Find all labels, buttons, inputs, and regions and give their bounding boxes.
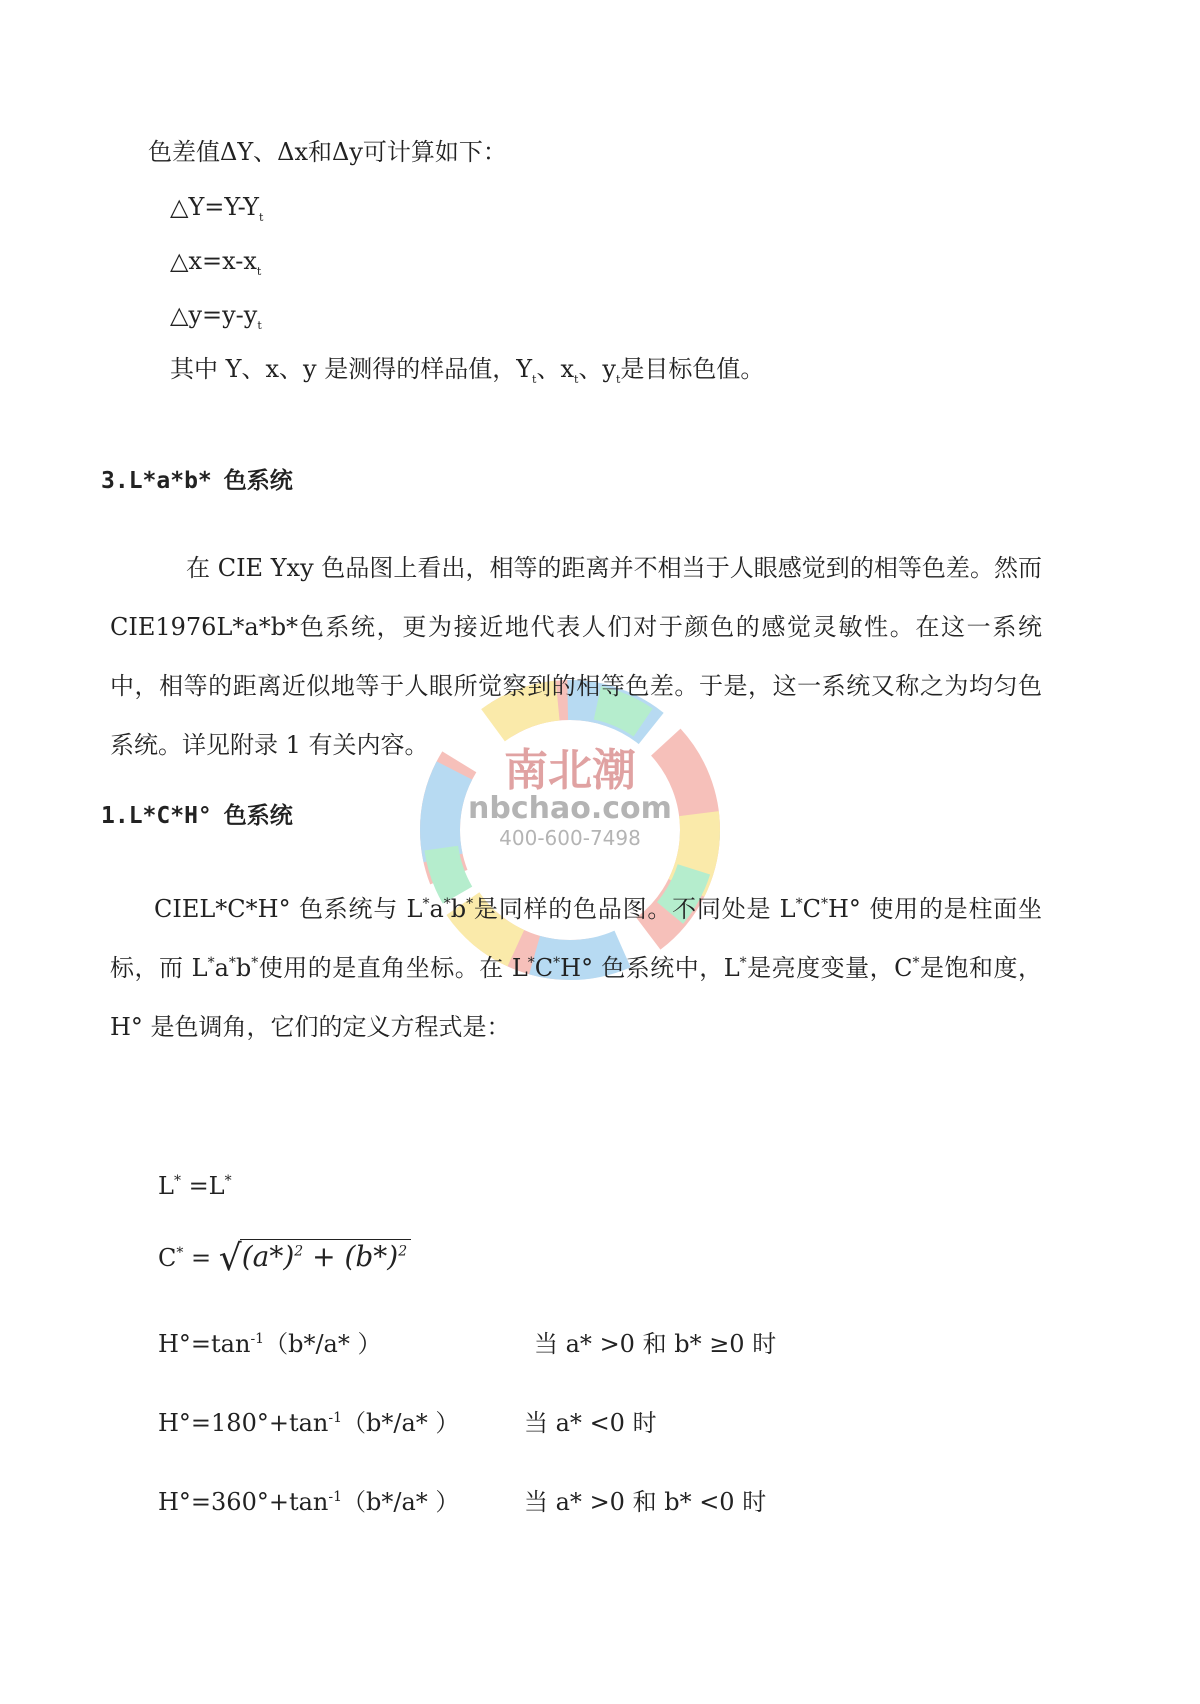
sqrt-expression — [219, 1238, 411, 1279]
eq-expr: H°=tan — [158, 1330, 251, 1358]
paragraph-text: b — [235, 954, 252, 982]
superscript-star: * — [527, 955, 535, 971]
superscript-star: * — [466, 896, 474, 912]
section-heading-lch — [101, 797, 293, 830]
eq-plus: + — [303, 1240, 345, 1273]
superscript-star: * — [207, 955, 215, 971]
paragraph-text: 是饱和度，H° 是色调角，它们的定义方程式是： — [110, 954, 1042, 1041]
superscript-star: * — [739, 955, 747, 971]
formula-subscript: t — [257, 318, 262, 332]
intro-line: 色差值ΔY、Δx和Δy可计算如下： — [148, 138, 507, 166]
superscript-star: * — [173, 1173, 181, 1189]
eq-rhs: =L — [180, 1172, 225, 1200]
superscript-star: * — [553, 955, 561, 971]
superscript-star: * — [176, 1245, 184, 1261]
condition-H2: 当 a* <0 时 — [524, 1409, 657, 1437]
eq-arg: （b*/a* ） — [342, 1488, 460, 1516]
heading-title: 色系统 — [223, 803, 293, 829]
paragraph-text: 是亮度变量，C — [746, 954, 913, 982]
superscript-star: * — [251, 955, 259, 971]
note-part: 、y — [578, 355, 616, 383]
heading-number: 1.L*C*H° — [101, 803, 212, 829]
eq-expr: H°=360°+tan — [158, 1488, 329, 1516]
eq-expr: H°=180°+tan — [158, 1409, 329, 1437]
eq-lhs: C — [158, 1244, 177, 1272]
eq-term: (b*) — [344, 1240, 399, 1273]
note-subscript: t — [616, 372, 621, 386]
paragraph-text: H° 色系统中，L — [560, 954, 740, 982]
exponent: -1 — [328, 1410, 343, 1426]
eq-arg: （b*/a* ） — [264, 1330, 382, 1358]
eq-lhs: L — [158, 1172, 174, 1200]
paragraph-text: b — [450, 895, 467, 923]
equation-H3 — [158, 1482, 459, 1517]
superscript-star: * — [912, 955, 920, 971]
equation-H1 — [158, 1324, 381, 1359]
equation-H2 — [158, 1403, 459, 1438]
eq-term: (a*) — [241, 1240, 295, 1273]
radicand — [240, 1239, 411, 1273]
lab-paragraph — [110, 539, 1042, 775]
formula-delta-Y — [170, 192, 263, 222]
equation-L — [158, 1172, 232, 1200]
formula-subscript: t — [258, 210, 264, 224]
equation-C — [158, 1238, 411, 1279]
note-part: 其中 Y、x、y 是测得的样品值，Y — [170, 355, 533, 383]
paragraph-text: H° 使用的是柱面坐标，而 L — [110, 895, 1043, 982]
paragraph-text: a — [214, 954, 229, 982]
sample-note — [170, 354, 764, 384]
note-part: 是目标色值。 — [620, 355, 765, 383]
paragraph-text: a — [429, 895, 444, 923]
superscript-star: * — [422, 896, 430, 912]
paragraph-text: 是同样的色品图。不同处是 L — [473, 895, 796, 923]
paragraph-text: C — [802, 895, 821, 923]
condition-H3: 当 a* >0 和 b* <0 时 — [524, 1488, 767, 1516]
note-subscript: t — [574, 372, 579, 386]
radical-icon: √ — [218, 1238, 242, 1279]
exponent: 2 — [398, 1243, 408, 1260]
eq-eq: = — [183, 1244, 212, 1272]
watermark-site: nbchao.com — [468, 791, 672, 826]
formula-delta-y — [170, 300, 262, 330]
watermark-phone: 400-600-7498 — [499, 826, 641, 850]
formula-delta-x — [170, 246, 261, 276]
eq-arg: （b*/a* ） — [342, 1409, 460, 1437]
heading-title: 色系统 — [223, 468, 293, 494]
paragraph-text: C — [534, 954, 554, 982]
paragraph-text: 使用的是直角坐标。在 L — [258, 954, 528, 982]
note-subscript: t — [532, 372, 537, 386]
superscript-star: * — [821, 896, 828, 912]
exponent: -1 — [250, 1331, 265, 1347]
condition-H1: 当 a* >0 和 b* ≥0 时 — [534, 1330, 777, 1358]
exponent: -1 — [328, 1489, 343, 1505]
formula-subscript: t — [256, 264, 262, 278]
paragraph-text: 在 CIE Yxy 色品图上看出，相等的距离并不相当于人眼感觉到的相等色差。然而 CIE1976L*a*b*色系统，更为接近地代表人们对于颜色的感觉灵敏性。在这一系统中，相等的距离近似地等于人眼所觉察到的相等色差。于是，这一系统又称之为均匀色系统。详见附录 1 有关内容。 — [110, 554, 1042, 759]
superscript-star: * — [228, 955, 236, 971]
formula-text: △Y=Y-Y — [170, 193, 259, 221]
paragraph-text: CIEL*C*H° 色系统与 L — [154, 895, 423, 923]
formula-text: △y=y-y — [170, 301, 258, 329]
note-part: 、x — [536, 355, 575, 383]
watermark-brand: 南北潮 — [504, 745, 636, 796]
heading-number: 3.L*a*b* — [101, 468, 212, 494]
superscript-star: * — [443, 896, 451, 912]
superscript-star: * — [795, 896, 803, 912]
section-heading-lab — [101, 462, 293, 495]
superscript-star: * — [224, 1173, 232, 1189]
formula-text: △x=x-x — [170, 247, 257, 275]
lch-paragraph — [110, 880, 1042, 1057]
exponent: 2 — [294, 1243, 304, 1260]
